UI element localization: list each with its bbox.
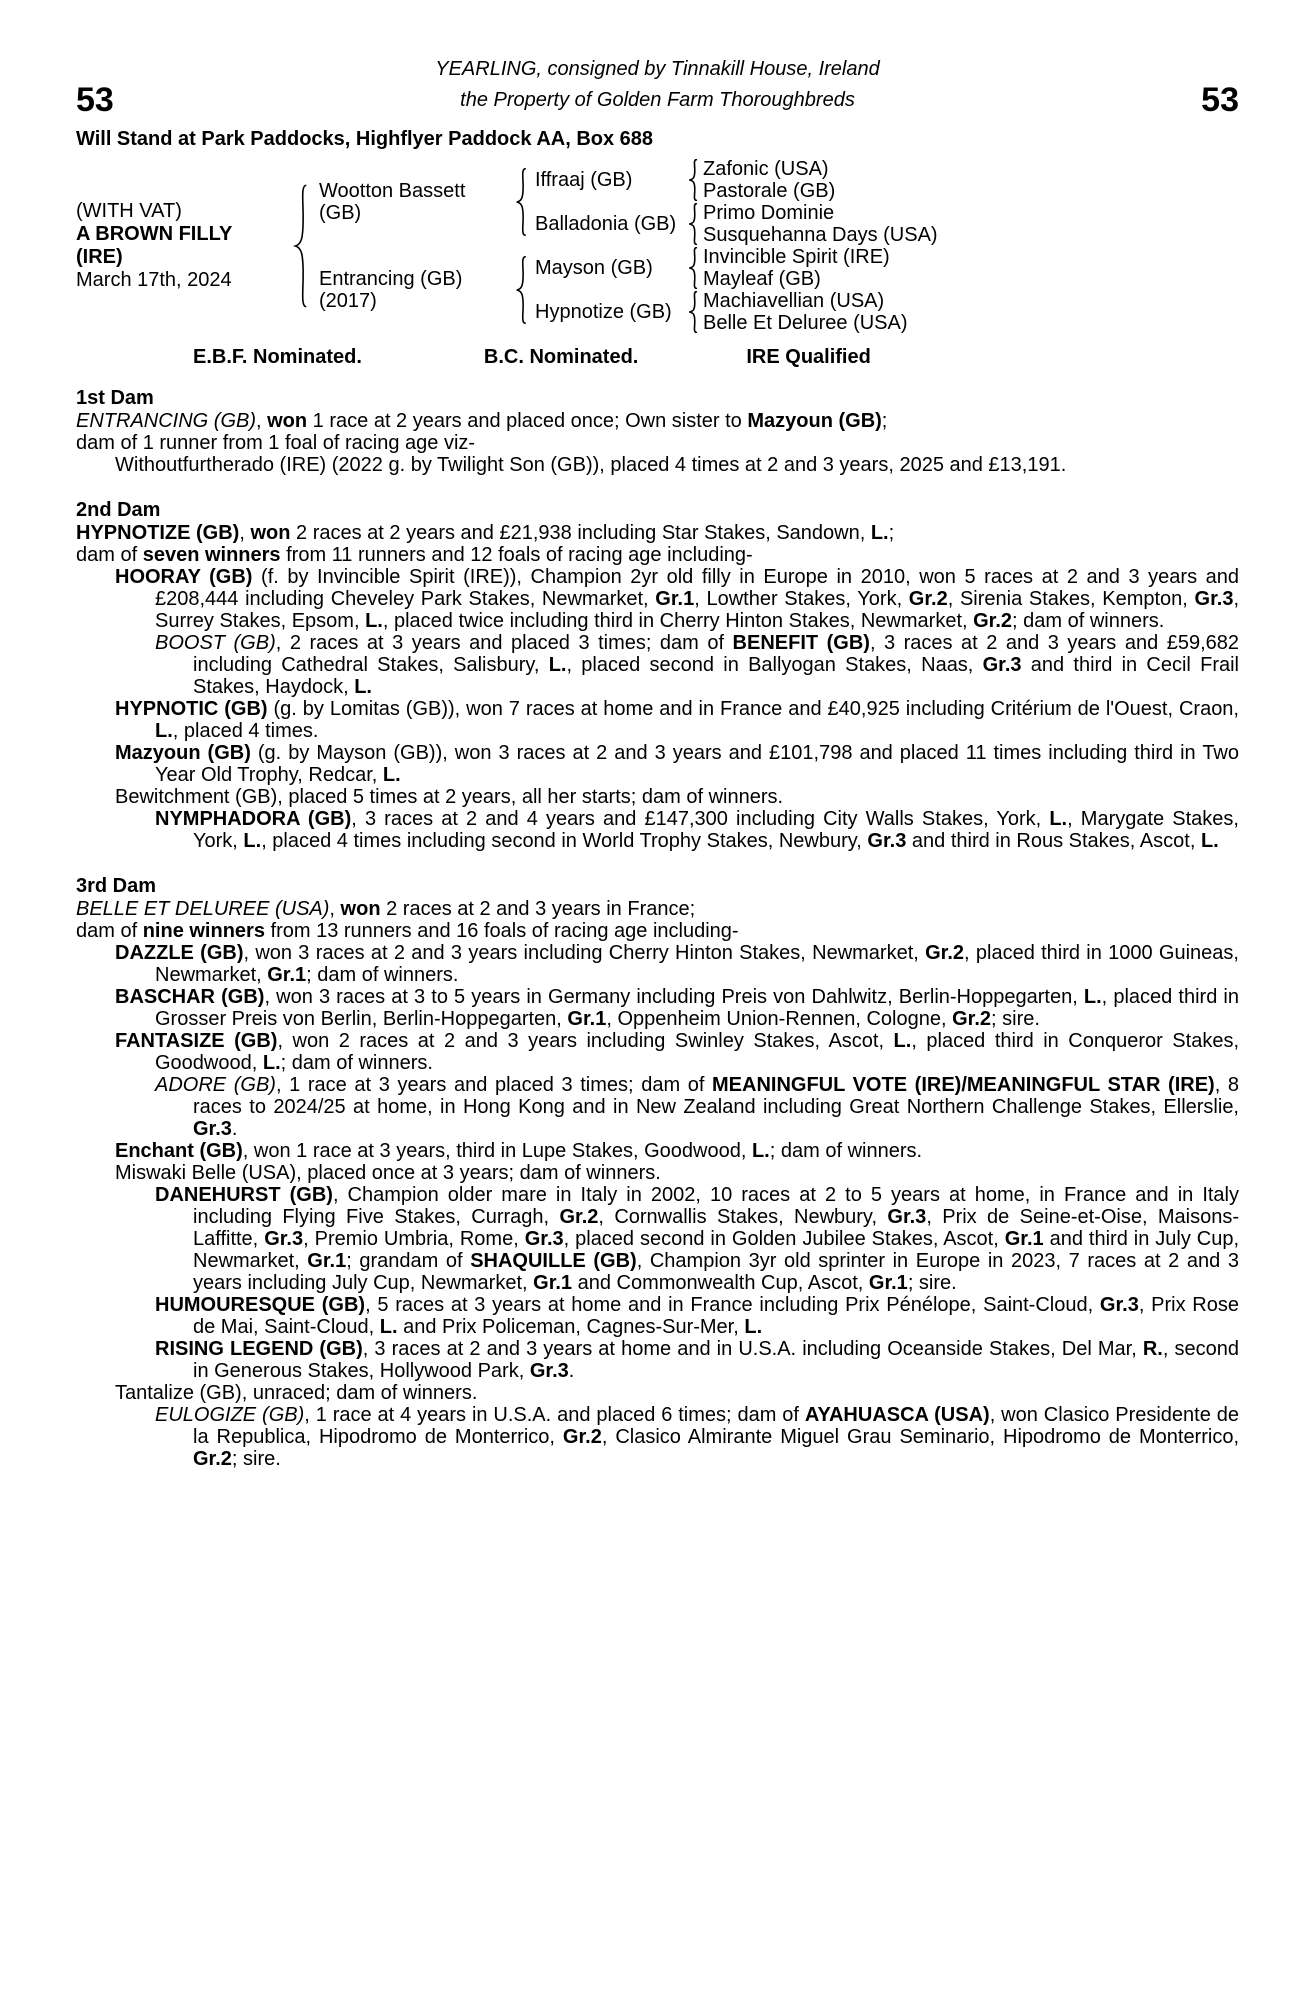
brace-icon (281, 184, 319, 308)
great-grandparents (703, 158, 1239, 202)
text-segment: , 5 races at 3 years at home and in France including Prix Pénélope, Saint-Cloud, (365, 1294, 1100, 1316)
text-segment: L. (744, 1316, 763, 1338)
grandsire-block (535, 246, 1239, 290)
text-segment: , 8 races to 2024/25 at home, in Hong Kong and in New Zealand including Great Northern Challenge Stakes, Ellerslie, (193, 1074, 1239, 1118)
text-segment: (f. by Invincible Spirit (IRE)), Champion 2yr old filly in Europe in 2010, won 5 races at 2 and 3 years and £208,444 including Cheveley Park Stakes, Newmarket, (155, 566, 1239, 610)
grandsire-block (535, 158, 1239, 202)
catalogue-paragraph (76, 1404, 1239, 1470)
text-segment: Gr.2 (562, 1426, 602, 1448)
text-segment: Enchant (GB) (115, 1140, 243, 1162)
text-segment: NYMPHADORA (GB) (155, 808, 352, 830)
text-segment: seven winners (142, 544, 281, 566)
text-segment: L. (870, 522, 889, 544)
text-segment: , Prix de Seine-et-Oise, Maisons-Laffitte, (193, 1206, 1240, 1250)
text-segment: Bewitchment (GB), placed 5 times at 2 years, all her starts; dam of winners. (115, 786, 784, 808)
catalogue-paragraph (76, 1338, 1239, 1382)
text-segment: from 13 runners and 16 foals of racing age including- (264, 920, 739, 942)
text-segment: won (340, 898, 381, 920)
granddam-block (535, 290, 1239, 334)
text-segment: , (329, 898, 341, 920)
section-heading: 1st Dam (76, 387, 154, 409)
catalogue-paragraph (76, 454, 1239, 476)
text-segment: dam of (76, 544, 143, 566)
catalogue-paragraph (76, 920, 1239, 942)
text-segment: ; sire. (991, 1008, 1040, 1030)
text-segment: , won 2 races at 2 and 3 years including Swinley Stakes, Ascot, (277, 1030, 894, 1052)
text-segment: Gr.3 (982, 654, 1022, 676)
catalogue-paragraph (76, 1030, 1239, 1074)
text-segment: , placed third in Grosser Preis von Berlin, Berlin-Hoppegarten, (155, 986, 1240, 1030)
text-segment: Gr.1 (567, 1008, 607, 1030)
text-segment: , (256, 410, 268, 432)
catalogue-paragraph (76, 786, 1239, 808)
text-segment: . (568, 1360, 575, 1382)
brace-icon (681, 159, 703, 201)
consignor-line: YEARLING, consigned by Tinnakill House, Ireland (435, 58, 880, 80)
text-segment: ENTRANCING (GB) (76, 410, 256, 432)
catalogue-paragraph (76, 698, 1239, 742)
grandsire-name: Iffraaj (GB) (535, 169, 633, 191)
text-segment: Gr.2 (973, 610, 1013, 632)
text-segment: BASCHAR (GB) (115, 986, 265, 1008)
text-segment: from 11 runners and 12 foals of racing age including- (280, 544, 753, 566)
text-segment: ; sire. (231, 1448, 281, 1470)
text-segment: BELLE ET DELUREE (USA) (76, 898, 330, 920)
text-segment: Gr.2 (559, 1206, 599, 1228)
text-segment: , Surrey Stakes, Epsom, (155, 588, 1240, 632)
great-granddam-name: Mayleaf (GB) (703, 268, 821, 290)
text-segment: , placed twice including third in Cherry Hinton Stakes, Newmarket, (382, 610, 974, 632)
catalogue-paragraph (76, 1294, 1239, 1338)
catalogue-paragraph (76, 566, 1239, 632)
text-segment: RISING LEGEND (GB) (155, 1338, 363, 1360)
subject-foaling-date: March 17th, 2024 (76, 269, 232, 291)
nominations-row (76, 346, 1239, 368)
text-segment: 2 races at 2 years and £21,938 including Star Stakes, Sandown, (290, 522, 871, 544)
brace-icon (681, 203, 703, 245)
dam-grandparents (535, 246, 1239, 334)
text-segment: , Premio Umbria, Rome, (303, 1228, 525, 1250)
brace-icon (681, 291, 703, 333)
text-segment: 1 race at 2 years and placed once; Own sister to (307, 410, 748, 432)
catalogue-paragraph (76, 544, 1239, 566)
text-segment: Mazyoun (GB) (115, 742, 251, 764)
text-segment: L. (262, 1052, 281, 1074)
text-segment: L. (893, 1030, 912, 1052)
text-segment: L. (548, 654, 567, 676)
text-segment: Gr.3 (1099, 1294, 1139, 1316)
text-segment: , won 3 races at 2 and 3 years including Cherry Hinton Stakes, Newmarket, (243, 942, 926, 964)
dam-name (319, 268, 505, 312)
text-segment: Gr.3 (1194, 588, 1234, 610)
pedigree-parents (319, 158, 1239, 334)
text-segment: MEANINGFUL VOTE (IRE)/MEANINGFUL STAR (IRE) (712, 1074, 1215, 1096)
dam-section (76, 874, 1239, 1470)
pedigree-dam-block (319, 246, 1239, 334)
text-segment: Gr.3 (867, 830, 907, 852)
dam-sections (76, 386, 1239, 1470)
granddam-name: Balladonia (GB) (535, 213, 677, 235)
text-segment: L. (155, 720, 173, 742)
text-segment: HUMOURESQUE (GB) (155, 1294, 366, 1316)
text-segment: ; (888, 522, 895, 544)
text-segment: Gr.3 (193, 1118, 232, 1140)
text-segment: ; (881, 410, 888, 432)
text-segment: won (250, 522, 291, 544)
subject-name: A BROWN FILLY (76, 223, 233, 245)
text-segment: , 2 races at 3 years and placed 3 times; dam of (275, 632, 733, 654)
text-segment: HOORAY (GB) (115, 566, 253, 588)
text-segment: L. (379, 1316, 398, 1338)
text-segment: HYPNOTIZE (GB) (76, 522, 240, 544)
lot-number-right: 53 (1201, 81, 1239, 119)
text-segment: Gr.3 (264, 1228, 304, 1250)
text-segment: SHAQUILLE (GB) (470, 1250, 637, 1272)
text-segment: , 1 race at 3 years and placed 3 times; dam of (275, 1074, 713, 1096)
great-grandparents (703, 290, 1239, 334)
text-segment: Gr.3 (529, 1360, 569, 1382)
property-line: the Property of Golden Farm Thoroughbreds (460, 89, 855, 111)
text-segment: , Champion 3yr old sprinter in Europe in 2023, 7 races at 2 and 3 years including July Cup, Newmarket, (193, 1250, 1240, 1294)
text-segment: and third in Rous Stakes, Ascot, (906, 830, 1201, 852)
text-segment: Gr.1 (267, 964, 307, 986)
text-segment: Gr.1 (868, 1272, 908, 1294)
catalogue-paragraph (76, 410, 1239, 432)
catalogue-paragraph (76, 942, 1239, 986)
text-segment: Gr.2 (952, 1008, 992, 1030)
catalogue-paragraph (76, 432, 1239, 454)
text-segment: FANTASIZE (GB) (115, 1030, 278, 1052)
text-segment: and third in Cecil Frail Stakes, Haydock, (193, 654, 1240, 698)
text-segment: , Marygate Stakes, York, (193, 808, 1239, 852)
text-segment: , placed 4 times. (172, 720, 319, 742)
text-segment: L. (243, 830, 262, 852)
text-segment: L. (751, 1140, 770, 1162)
text-segment: AYAHUASCA (USA) (804, 1404, 990, 1426)
text-segment: , placed second in Golden Jubilee Stakes, Ascot, (563, 1228, 1005, 1250)
great-grandsire-name: Zafonic (USA) (703, 158, 829, 180)
catalogue-paragraph (76, 808, 1239, 852)
dam-section (76, 386, 1239, 476)
brace-icon (681, 247, 703, 289)
text-segment: , 1 race at 4 years in U.S.A. and placed 6 times; dam of (304, 1404, 805, 1426)
text-segment: . (231, 1118, 238, 1140)
granddam-name: Hypnotize (GB) (535, 301, 672, 323)
text-segment: , Sirenia Stakes, Kempton, (947, 588, 1195, 610)
pedigree-sire-block (319, 158, 1239, 246)
text-segment: L. (1083, 986, 1102, 1008)
lot-number-left: 53 (76, 81, 114, 119)
pedigree-tree (76, 158, 1239, 334)
text-segment: BOOST (GB) (155, 632, 276, 654)
text-segment: ; dam of winners. (769, 1140, 923, 1162)
catalogue-paragraph (76, 1074, 1239, 1140)
text-segment: , Cornwallis Stakes, Newbury, (598, 1206, 888, 1228)
dam-section (76, 498, 1239, 852)
section-heading: 3rd Dam (76, 875, 157, 897)
text-segment: ; dam of winners. (280, 1052, 433, 1074)
great-granddam-name: Pastorale (GB) (703, 180, 836, 202)
text-segment: (g. by Mayson (GB)), won 3 races at 2 and 3 years and £101,798 and placed 11 times including third in Two Year Old Trophy, Redcar, (155, 742, 1239, 786)
text-segment: dam of 1 runner from 1 foal of racing age viz- (76, 432, 476, 454)
text-segment: , placed third in Conqueror Stakes, Goodwood, (155, 1030, 1239, 1074)
great-grandparents (703, 202, 1239, 246)
text-segment: won (267, 410, 308, 432)
catalogue-paragraph (76, 898, 1239, 920)
text-segment: L. (1200, 830, 1219, 852)
subject-country: (IRE) (76, 246, 123, 268)
granddam-block (535, 202, 1239, 246)
text-segment: , won 1 race at 3 years, third in Lupe Stakes, Goodwood, (242, 1140, 752, 1162)
vat-note: (WITH VAT) (76, 200, 182, 222)
text-segment: 2 races at 2 and 3 years in France; (380, 898, 696, 920)
text-segment: Gr.2 (925, 942, 965, 964)
text-segment: dam of (76, 920, 143, 942)
dam-year: (2017) (319, 290, 377, 312)
text-segment: , Oppenheim Union-Rennen, Cologne, (606, 1008, 953, 1030)
catalogue-paragraph (76, 986, 1239, 1030)
text-segment: Gr.3 (524, 1228, 564, 1250)
grandsire-name: Mayson (GB) (535, 257, 653, 279)
catalogue-paragraph (76, 1162, 1239, 1184)
text-segment: , (239, 522, 251, 544)
great-grandsire-name: Machiavellian (USA) (703, 290, 885, 312)
brace-icon (505, 256, 535, 324)
text-segment: Gr.1 (533, 1272, 573, 1294)
catalogue-paragraph (76, 742, 1239, 786)
text-segment: ; sire. (907, 1272, 957, 1294)
text-segment: Gr.3 (887, 1206, 927, 1228)
sire-name: Wootton Bassett (GB) (319, 180, 466, 224)
text-segment: ; dam of winners. (306, 964, 459, 986)
catalogue-paragraph (76, 1382, 1239, 1404)
great-granddam-name: Susquehanna Days (USA) (703, 224, 938, 246)
text-segment: HYPNOTIC (GB) (115, 698, 268, 720)
text-segment: L. (354, 676, 372, 698)
text-segment: Mazyoun (GB) (747, 410, 882, 432)
text-segment: Tantalize (GB), unraced; dam of winners. (115, 1382, 478, 1404)
text-segment: , Clasico Almirante Miguel Grau Seminario, Hipodromo de Monterrico, (601, 1426, 1240, 1448)
text-segment: L. (1049, 808, 1068, 830)
text-segment: Gr.1 (1004, 1228, 1044, 1250)
great-grandparents (703, 246, 1239, 290)
text-segment: (g. by Lomitas (GB)), won 7 races at home and in France and £40,925 including Critérium de l'Ouest, Craon, (267, 698, 1239, 720)
text-segment: and third in July Cup, Newmarket, (193, 1228, 1240, 1272)
text-segment: , Lowther Stakes, York, (694, 588, 909, 610)
sire-grandparents (535, 158, 1239, 246)
text-segment: , placed third in 1000 Guineas, Newmarket, (155, 942, 1239, 986)
pedigree-subject (76, 200, 281, 292)
text-segment: DAZZLE (GB) (115, 942, 244, 964)
text-segment: ; dam of winners. (1012, 610, 1165, 632)
stand-location-line: Will Stand at Park Paddocks, Highflyer Paddock AA, Box 688 (76, 128, 654, 150)
bc-nomination: B.C. Nominated. (483, 346, 639, 368)
catalogue-paragraph (76, 632, 1239, 698)
text-segment: , 3 races at 2 and 3 years at home and in U.S.A. including Oceanside Stakes, Del Mar, (362, 1338, 1143, 1360)
text-segment: DANEHURST (GB) (155, 1184, 333, 1206)
text-segment: , won Clasico Presidente de la Republica, Hipodromo de Monterrico, (193, 1404, 1239, 1448)
text-segment: L. (365, 610, 383, 632)
ebf-nomination: E.B.F. Nominated. (193, 346, 362, 368)
text-segment: , Champion older mare in Italy in 2002, 10 races at 2 to 5 years at home, in France and in Italy including Flying Five Stakes, Curragh, (193, 1184, 1239, 1228)
text-segment: , 3 races at 2 and 3 years and £59,682 including Cathedral Stakes, Salisbury, (193, 632, 1239, 676)
text-segment: L. (382, 764, 401, 786)
text-segment: Withoutfurtherado (IRE) (2022 g. by Twilight Son (GB)), placed 4 times at 2 and 3 years, 2025 and £13,191. (115, 454, 1067, 476)
catalogue-paragraph (76, 1184, 1239, 1294)
text-segment: , won 3 races at 3 to 5 years in Germany including Preis von Dahlwitz, Berlin-Hoppegarten, (264, 986, 1084, 1008)
catalogue-paragraph (76, 1140, 1239, 1162)
text-segment: Gr.1 (307, 1250, 347, 1272)
text-segment: nine winners (142, 920, 265, 942)
text-segment: , placed 4 times including second in World Trophy Stakes, Newbury, (261, 830, 868, 852)
ire-qualified: IRE Qualified (746, 346, 871, 368)
text-segment: , Prix Rose de Mai, Saint-Cloud, (193, 1294, 1239, 1338)
great-grandsire-name: Invincible Spirit (IRE) (703, 246, 890, 268)
brace-icon (505, 168, 535, 236)
great-granddam-name: Belle Et Deluree (USA) (703, 312, 908, 334)
header-row (76, 82, 1239, 118)
text-segment: and Prix Policeman, Cagnes-Sur-Mer, (397, 1316, 745, 1338)
section-heading: 2nd Dam (76, 499, 161, 521)
text-segment: Miswaki Belle (USA), placed once at 3 years; dam of winners. (115, 1162, 661, 1184)
text-segment: and Commonwealth Cup, Ascot, (572, 1272, 869, 1294)
dam-name-line: Entrancing (GB) (319, 268, 463, 290)
text-segment: , second in Generous Stakes, Hollywood Park, (193, 1338, 1239, 1382)
text-segment: EULOGIZE (GB) (155, 1404, 305, 1426)
catalogue-paragraph (76, 522, 1239, 544)
text-segment: Gr.2 (193, 1448, 232, 1470)
text-segment: BENEFIT (GB) (732, 632, 870, 654)
text-segment: , 3 races at 2 and 4 years and £147,300 including City Walls Stakes, York, (351, 808, 1050, 830)
text-segment: ADORE (GB) (155, 1074, 276, 1096)
text-segment: R. (1142, 1338, 1163, 1360)
text-segment: , placed second in Ballyogan Stakes, Naas, (566, 654, 983, 676)
text-segment: Gr.2 (908, 588, 948, 610)
great-grandsire-name: Primo Dominie (703, 202, 835, 224)
text-segment: Gr.1 (655, 588, 695, 610)
text-segment: ; grandam of (346, 1250, 471, 1272)
